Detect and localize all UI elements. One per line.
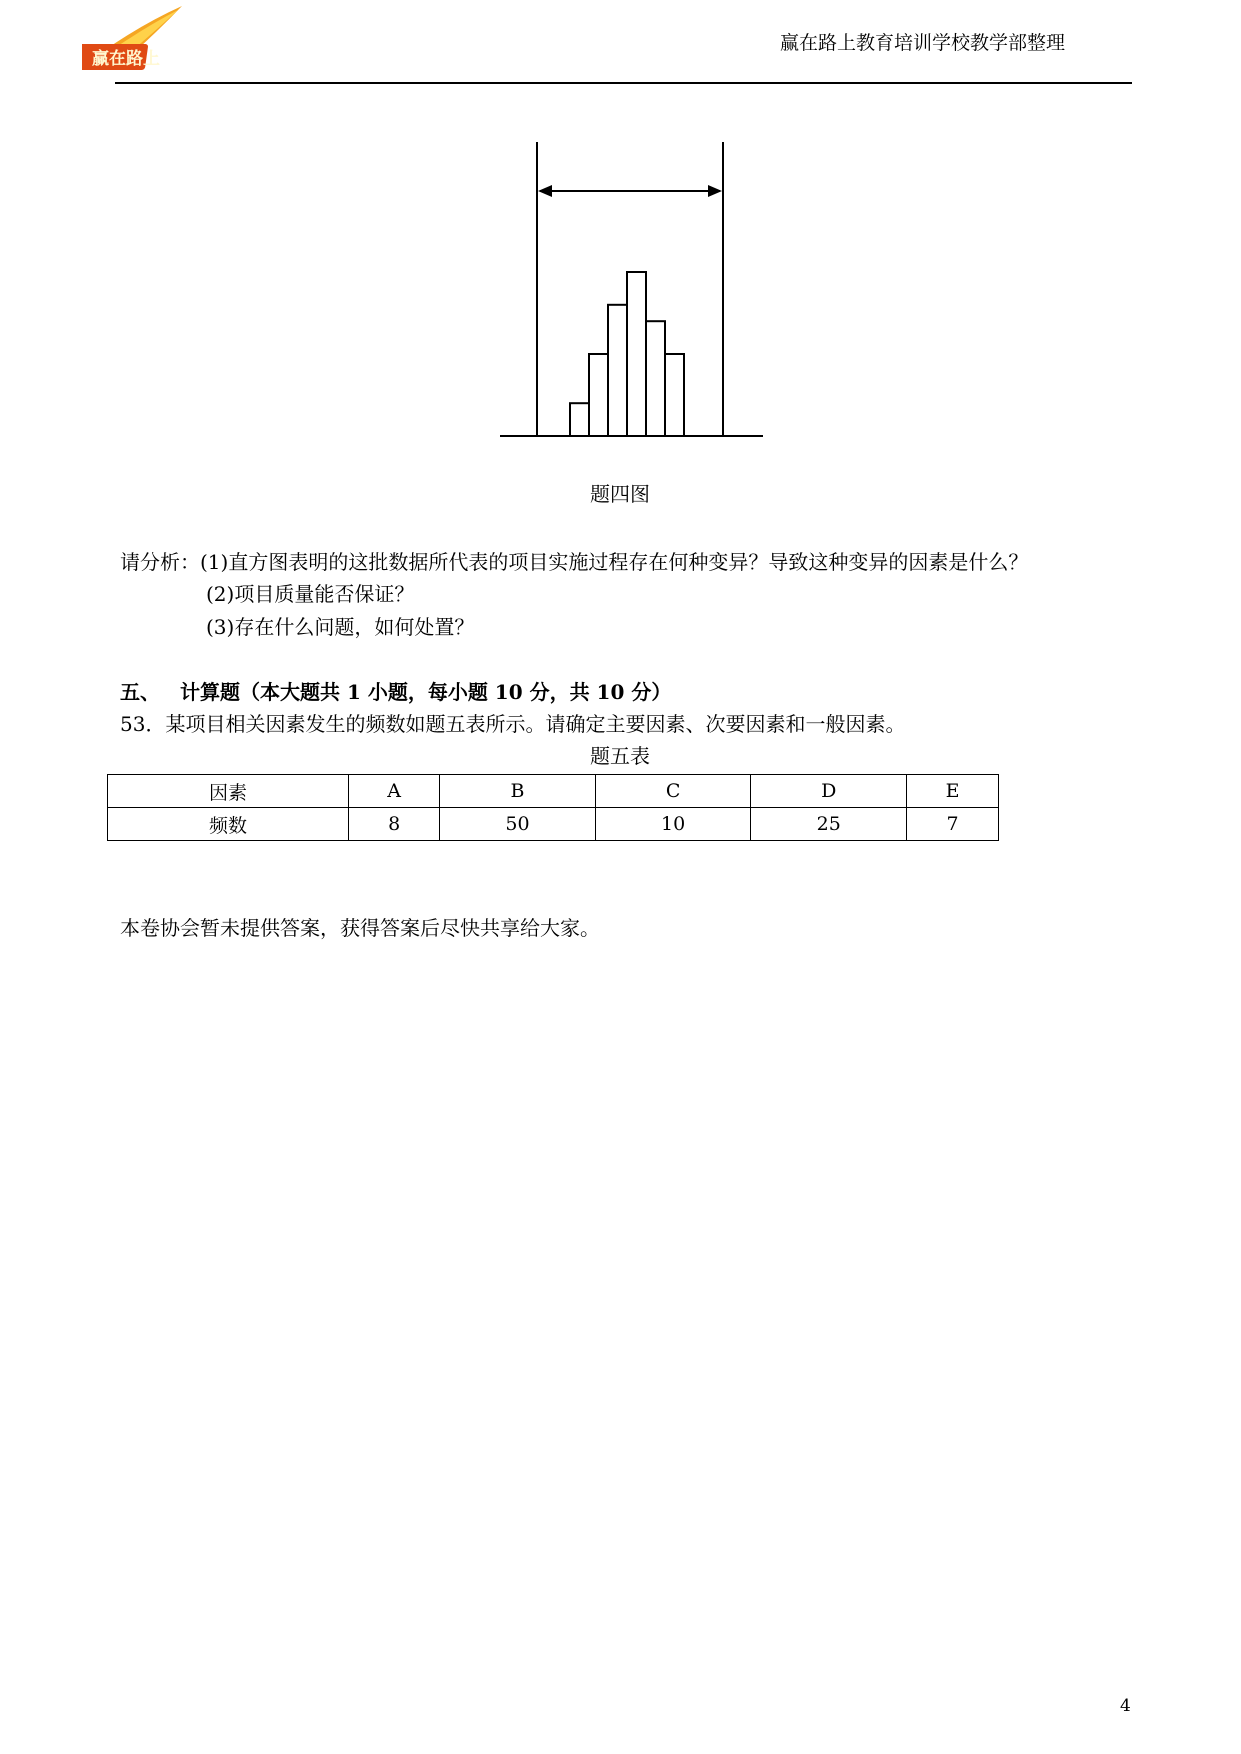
figure4-caption: 题四图	[590, 482, 650, 506]
table-cell: B	[440, 775, 596, 808]
section5-number: 五、	[120, 680, 160, 704]
table-header-frequency: 频数	[108, 808, 349, 841]
table-cell: C	[595, 775, 751, 808]
analysis-q1-text: (1)直方图表明的这批数据所代表的项目实施过程存在何种变异？导致这种变异的因素是什么？	[200, 550, 1029, 574]
table-cell: 8	[349, 808, 440, 841]
analysis-q3: (3)存在什么问题，如何处置？	[206, 615, 475, 639]
table5-caption: 题五表	[590, 744, 650, 768]
table-cell: 50	[440, 808, 596, 841]
table-cell: 10	[595, 808, 751, 841]
histogram-bar	[589, 354, 608, 436]
histogram-bar	[627, 272, 646, 436]
histogram-bar	[570, 403, 589, 436]
arrow-head-right	[708, 185, 722, 197]
header-org: 赢在路上教育培训学校教学部整理	[780, 32, 1066, 54]
analysis-lead: 请分析：	[120, 550, 200, 574]
analysis-q2: (2)项目质量能否保证？	[206, 582, 415, 606]
histogram-bar	[665, 354, 684, 436]
answer-note: 本卷协会暂未提供答案，获得答案后尽快共享给大家。	[120, 916, 600, 940]
school-logo	[82, 4, 186, 78]
question-53: 53．某项目相关因素发生的频数如题五表所示。请确定主要因素、次要因素和一般因素。	[120, 712, 906, 736]
table-cell: D	[751, 775, 907, 808]
section5-heading	[120, 676, 671, 705]
section5-title: 计算题（本大题共 1 小题，每小题 10 分，共 10 分）	[180, 680, 672, 704]
table-cell: 7	[907, 808, 999, 841]
factor-frequency-table	[107, 774, 999, 841]
table-cell: E	[907, 775, 999, 808]
arrow-head-left	[538, 185, 552, 197]
table-row-factors	[108, 775, 999, 808]
header-divider	[115, 82, 1132, 84]
histogram-bars	[570, 272, 684, 436]
histogram-figure	[490, 130, 790, 440]
analysis-q1	[120, 546, 1028, 575]
svg-text:赢在路上: 赢在路上	[92, 49, 160, 69]
page-number: 4	[1120, 1696, 1131, 1716]
histogram-bar	[608, 305, 627, 436]
table-header-factor: 因素	[108, 775, 349, 808]
table-cell: A	[349, 775, 440, 808]
table-cell: 25	[751, 808, 907, 841]
histogram-bar	[646, 321, 665, 436]
table-row-frequencies	[108, 808, 999, 841]
